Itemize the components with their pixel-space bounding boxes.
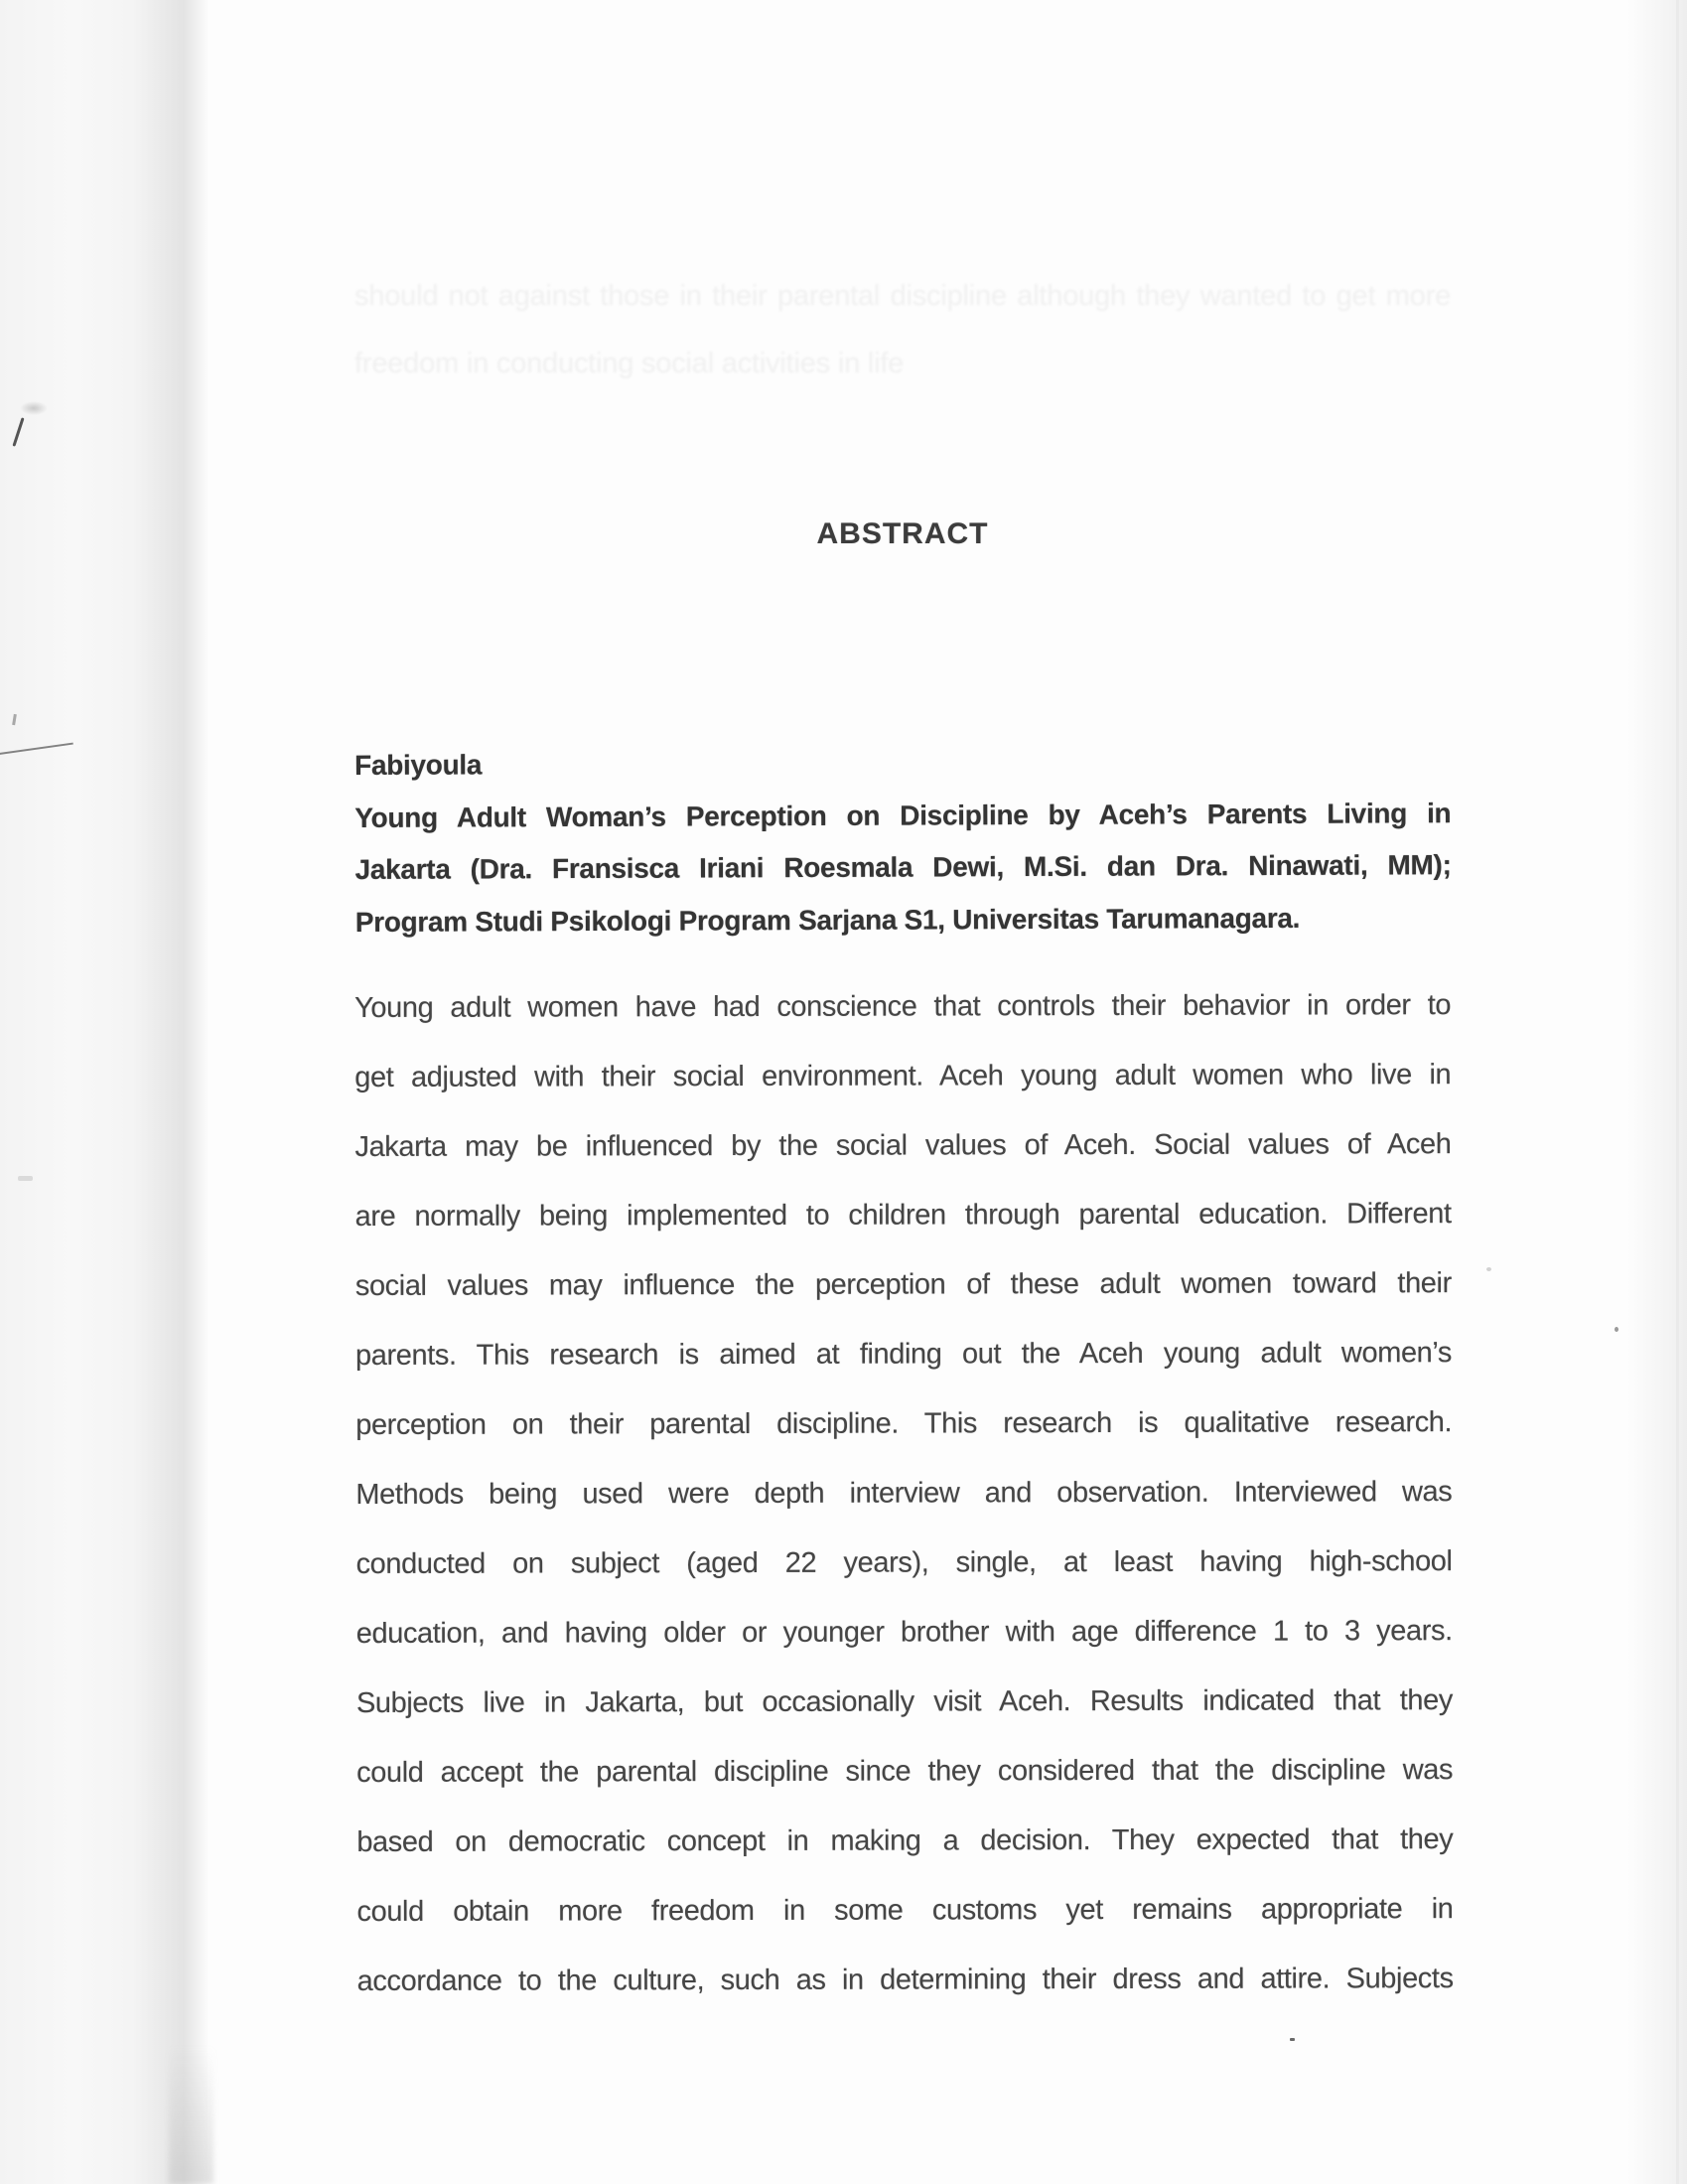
abstract-text-line: get adjusted with their social environment. Aceh young adult women who live in xyxy=(354,1059,1452,1093)
program-line: Program Studi Psikologi Program Sarjana S1, Universitas Tarumanagara. xyxy=(354,902,1301,938)
thesis-title-line: Jakarta (Dra. Fransisca Iriani Roesmala Dewi, M.Si. dan Dra. Ninawati, MM); xyxy=(354,849,1452,885)
right-edge-line xyxy=(1676,0,1679,2184)
dust-speck xyxy=(1486,1267,1491,1271)
thesis-title-line: Young Adult Woman’s Perception on Discipline by Aceh’s Parents Living in xyxy=(354,797,1452,833)
bleedthrough-line: should not against those in their parental discipline although they wanted to get more xyxy=(354,280,1451,312)
abstract-text-line: based on democratic concept in making a decision. They expected that they xyxy=(356,1823,1454,1858)
page-left-shade xyxy=(0,0,184,2184)
abstract-text-line: Jakarta may be influenced by the social values of Aceh. Social values of Aceh xyxy=(354,1128,1452,1163)
abstract-text-line: conducted on subject (aged 22 years), single, at least having high-school xyxy=(355,1545,1453,1580)
abstract-text-line: are normally being implemented to children through parental education. Different xyxy=(354,1198,1452,1233)
abstract-text-line: social values may influence the perception of these adult women toward their xyxy=(354,1267,1452,1302)
abstract-text-line: perception on their parental discipline. This research is qualitative research. xyxy=(355,1406,1453,1441)
abstract-text-line: Subjects live in Jakarta, but occasionally visit Aceh. Results indicated that they xyxy=(355,1684,1453,1719)
abstract-text-line: parents. This research is aimed at finding out the Aceh young adult women’s xyxy=(354,1337,1453,1372)
bleedthrough-line: freedom in conducting social activities in life xyxy=(354,348,905,379)
author-title-block xyxy=(354,735,1452,948)
abstract-text-line: accordance to the culture, such as in determining their dress and attire. Subjects xyxy=(356,1963,1454,1997)
abstract-paragraph xyxy=(354,970,1454,2016)
abstract-text-line: could obtain more freedom in some customs yet remains appropriate in xyxy=(356,1893,1454,1928)
dust-dash xyxy=(1290,2038,1295,2041)
seam-bottom-shadow xyxy=(169,2046,213,2184)
abstract-text-line: Young adult women have had conscience that controls their behavior in order to xyxy=(354,989,1452,1024)
pen-smudge-mark xyxy=(20,401,48,415)
gray-smudge-mark xyxy=(18,1176,33,1181)
abstract-text-line: education, and having older or younger brother with age difference 1 to 3 years. xyxy=(355,1615,1453,1650)
page-title: ABSTRACT xyxy=(816,517,989,550)
abstract-text-line: Methods being used were depth interview and observation. Interviewed was xyxy=(355,1476,1453,1511)
abstract-text-line: could accept the parental discipline since they considered that the discipline was xyxy=(356,1754,1454,1789)
author-name: Fabiyoula xyxy=(354,749,483,781)
spine-seam-crease xyxy=(184,0,208,2184)
dust-speck xyxy=(1615,1327,1618,1332)
